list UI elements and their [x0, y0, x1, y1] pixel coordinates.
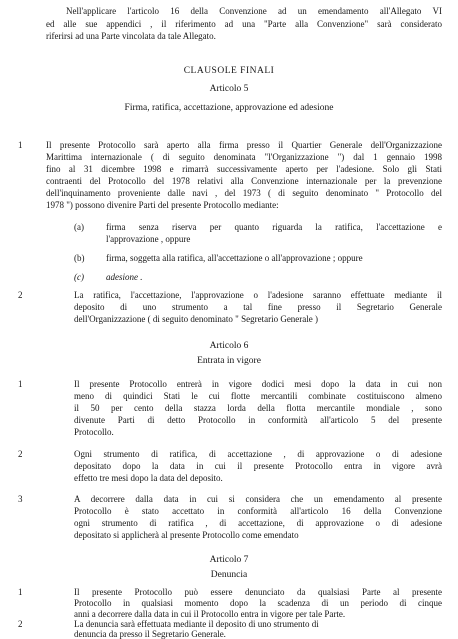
paragraph-line: contraenti del Protocollo del 1978 relativi alla Convenzione internazionale per la prevenzione: [46, 176, 442, 186]
article-6-heading: Articolo 6: [209, 341, 249, 351]
paragraph-line: effetto tre mesi dopo la data del deposito.: [74, 473, 223, 483]
article-7-heading: Articolo 7: [209, 555, 249, 565]
paragraph-line: Protocollo in qualsiasi momento dopo la scadenza di un periodo di cinque: [74, 598, 442, 608]
intro-line: ed alle sue appendici , il riferimento ad una "Parte alla Convenzione" sarà considerato: [46, 19, 442, 29]
paragraph-line: ogni strumento di ratifica , di accettazione, di approvazione o di adesione: [74, 518, 442, 528]
option-marker: (b): [74, 253, 85, 263]
paragraph-number: 2: [18, 290, 23, 300]
article-7-title: Denuncia: [210, 570, 248, 580]
paragraph-line: dell'inquinamento proveniente dalle navi , del 1973 ( di seguito denominato " Protocollo del: [46, 188, 442, 198]
paragraph-line: Protocollo è stato accettato in conformità all'articolo 16 della Convenzione: [74, 506, 442, 516]
paragraph-line: fino al 31 dicembre 1998 e rimarrà successivamente aperto per l'adesione. Solo gli Stati: [46, 164, 442, 174]
article-5-heading: Articolo 5: [209, 84, 249, 94]
paragraph-line: Il presente Protocollo entrerà in vigore dodici mesi dopo la data in cui non: [74, 379, 442, 389]
paragraph-line: Il presente Protocollo può essere denunciato da qualsiasi Parte al presente: [74, 587, 442, 597]
paragraph-line: anni a decorrere dalla data in cui il Protocollo entra in vigore per tale Parte.: [74, 609, 346, 619]
paragraph-number: 2: [18, 449, 23, 459]
paragraph-number: 1: [18, 587, 23, 597]
article-5-title: Firma, ratifica, accettazione, approvazione ed adesione: [124, 103, 334, 113]
option-line: firma, soggetta alla ratifica, all'accettazione o all'approvazione ; oppure: [106, 253, 363, 263]
paragraph-line: Protocollo.: [74, 427, 114, 437]
paragraph-line: Ogni strumento di ratifica, di accettazione , di approvazione o di adesione: [74, 449, 442, 459]
intro-line: riferirsi ad una Parte vincolata da tale Allegato.: [46, 31, 216, 41]
paragraph-line: divenute Parti di detto Protocollo in conformità all'articolo 5 del presente: [74, 415, 442, 425]
option-marker: (c): [74, 272, 84, 282]
paragraph-line: La denuncia sarà effettuata mediante il deposito di uno strumento di: [74, 619, 319, 629]
paragraph-line: depositato dopo la data in cui il presente Protocollo entra in vigore avrà: [74, 461, 442, 471]
paragraph-line: meno di quindici Stati le cui flotte mercantili combinate costituiscono almeno: [74, 391, 442, 401]
paragraph-line: denuncia da presso il Segretario Generale.: [74, 629, 226, 639]
option-line: l'approvazione , oppure: [106, 234, 191, 244]
paragraph-number: 1: [18, 140, 23, 150]
paragraph-number: 3: [18, 494, 23, 504]
paragraph-number: 2: [18, 619, 23, 629]
paragraph-line: 1978 ") possono divenire Parti del presente Protocollo mediante:: [46, 200, 279, 210]
paragraph-line: Il presente Protocollo sarà aperto alla firma presso il Quartier Generale dell'Organizzazione: [46, 140, 442, 150]
intro-line: Nell'applicare l'articolo 16 della Convenzione ad un emendamento all'Allegato VI: [66, 6, 442, 16]
paragraph-line: dell'Organizzazione ( di seguito denominato " Segretario Generale ): [74, 314, 319, 324]
paragraph-line: deposito di uno strumento a tal fine presso il Segretario Generale: [74, 302, 442, 312]
paragraph-line: il 50 per cento della stazza lorda della flotta mercantile mondiale , sono: [74, 403, 442, 413]
paragraph-line: Marittima internazionale ( di seguito denominata "l'Organizzazione ") dal 1 gennaio 1998: [46, 152, 442, 162]
paragraph-line: depositato si applicherà al presente Protocollo come emendato: [74, 530, 299, 540]
paragraph-line: A decorrere dalla data in cui si considera che un emendamento al presente: [74, 494, 442, 504]
option-line: adesione .: [106, 272, 143, 282]
section-title: CLAUSOLE FINALI: [183, 66, 275, 76]
option-marker: (a): [74, 222, 84, 232]
article-6-title: Entrata in vigore: [197, 356, 261, 366]
option-line: firma senza riserva per quanto riguarda la ratifica, l'accettazione e: [106, 222, 442, 232]
paragraph-line: La ratifica, l'accettazione, l'approvazione o l'adesione saranno effettuate mediante il: [74, 290, 442, 300]
paragraph-number: 1: [18, 379, 23, 389]
